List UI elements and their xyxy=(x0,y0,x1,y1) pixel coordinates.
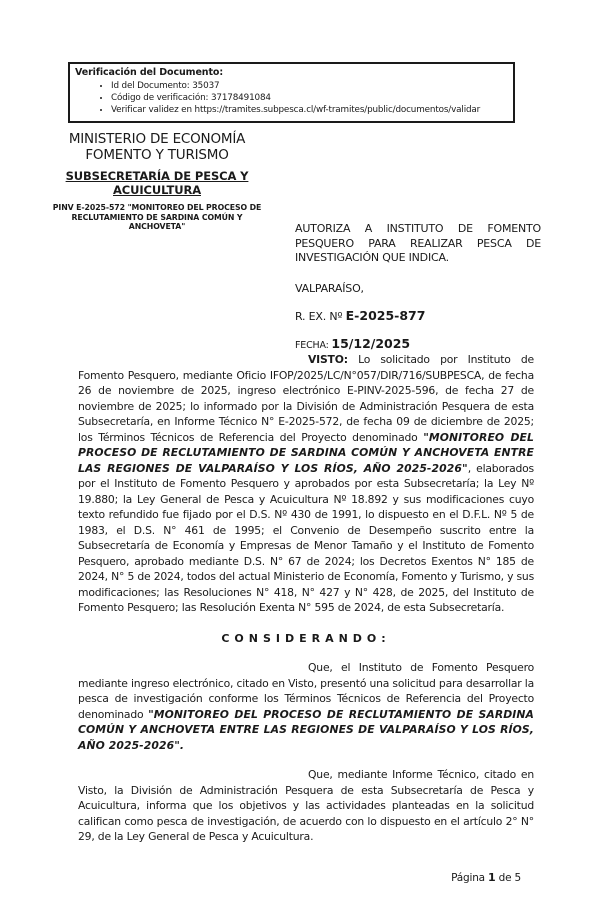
visto-project-title: "MONITOREO DEL PROCESO DE RECLUTAMIENTO DE SARDINA COMÚN Y ANCHOVETA ENTRE LAS REGIONES DE VALPARAÍSO Y LOS RÍOS, AÑO 2025-2026" xyxy=(78,430,534,475)
verification-box xyxy=(68,62,515,123)
considerando-p1-project-title: "MONITOREO DEL PROCESO DE RECLUTAMIENTO DE SARDINA COMÚN Y ANCHOVETA ENTRE LAS REGIONES DE VALPARAÍSO Y LOS RÍOS, AÑO 2025-2026". xyxy=(78,707,534,752)
page-number-label: Página xyxy=(451,872,489,884)
verification-item-document-id: • Id del Documento: 35037 xyxy=(111,80,508,92)
ministry-name-line1: MINISTERIO DE ECONOMÍA xyxy=(68,131,246,147)
resolution-number-label: R. EX. Nº xyxy=(295,309,346,323)
visto-paragraph xyxy=(78,352,534,616)
date-value: 15/12/2025 xyxy=(331,335,411,351)
page-number-total: de 5 xyxy=(495,872,521,884)
project-reference: PINV E-2025-572 "MONITOREO DEL PROCESO DE RECLUTAMIENTO DE SARDINA COMÚN Y ANCHOVETA" xyxy=(52,203,262,231)
visto-text-part1: Lo solicitado por Instituto de Fomento Pesquero, mediante Oficio IFOP/2025/LC/N°057/DIR/716/SUBPESCA, de fecha 26 de noviembre de 2025, ingreso electrónico E-PINV-2025-596, de fecha 27 de noviembre de 2025; lo informado por la División de Administración Pesquera de esta Subsecretaría, en Informe Técnico N° E-2025-572, de fecha 09 de diciembre de 2025; los Términos Técnicos de Referencia del Proyecto denominado xyxy=(78,353,534,444)
resolution-header xyxy=(295,222,541,354)
date-line xyxy=(295,336,541,354)
page-number-value: 1 xyxy=(488,871,496,884)
resolution-number-line xyxy=(295,308,541,325)
date-label: FECHA: xyxy=(295,339,332,351)
verification-item-url: • Verificar validez en https://tramites.subpesca.cl/wf-tramites/public/documentos/validar xyxy=(111,104,508,116)
visto-text-part2: , elaborados por el Instituto de Fomento Pesquero y aprobados por esta Subsecretaría; la Ley Nº 19.880; la Ley General de Pesca y Acuicultura Nº 18.892 y sus modificaciones cuyo texto refundido fue fijado por el D.S. Nº 430 de 1991, lo dispuesto en el D.F.L. Nº 5 de 1983, el D.S. N° 461 de 1995; el Convenio de Desempeño suscrito entre la Subsecretaría de Economía y Empresas de Menor Tamaño y el Instituto de Fomento Pesquero, aprobado mediante D.S. N° 67 de 2024; los Decretos Exentos N° 185 de 2024, N° 5 de 2024, todos del actual Ministerio de Economía, Fomento y Turismo, y sus modificaciones; las Resoluciones N° 418, N° 427 y N° 428, de 2025, del Instituto de Fomento Pesquero; las Resolución Exenta N° 595 de 2024, de esta Subsecretaría. xyxy=(78,461,534,614)
city-line: VALPARAÍSO, xyxy=(295,281,364,295)
considerando-heading: CONSIDERANDO: xyxy=(221,631,391,645)
resolution-number-value: E-2025-877 xyxy=(345,307,426,323)
resolution-subject: AUTORIZA A INSTITUTO DE FOMENTO PESQUERO PARA REALIZAR PESCA DE INVESTIGACIÓN QUE INDICA. xyxy=(295,222,541,264)
verification-title: Verificación del Documento: xyxy=(75,67,224,78)
page-number xyxy=(78,871,521,884)
visto-label: VISTO: xyxy=(308,353,348,366)
ministry-name-line2: FOMENTO Y TURISMO xyxy=(85,147,229,163)
considerando-p1-text: Que, el Instituto de Fomento Pesquero mediante ingreso electrónico, citado en Visto, presentó una solicitud para desarrollar la pesca de investigación conforme los Términos Técnicos de Referencia del Proyecto denominado xyxy=(78,661,534,721)
subsecretaria-title: SUBSECRETARÍA DE PESCA Y ACUICULTURA xyxy=(65,169,249,197)
considerando-paragraph-2: Que, mediante Informe Técnico, citado en Visto, la División de Administración Pesquera de esta Subsecretaría de Pesca y Acuicultura, informa que los objetivos y las actividades planteadas en la solicitud califican como pesca de investigación, de acuerdo con lo dispuesto en el artículo 2° N° 29, de la Ley General de Pesca y Acuicultura. xyxy=(78,768,534,843)
resolution-body xyxy=(78,352,534,859)
considerando-paragraph-1 xyxy=(78,660,534,753)
verification-item-code: • Código de verificación: 37178491084 xyxy=(111,92,508,104)
letterhead xyxy=(28,131,286,232)
verification-list xyxy=(75,80,508,116)
